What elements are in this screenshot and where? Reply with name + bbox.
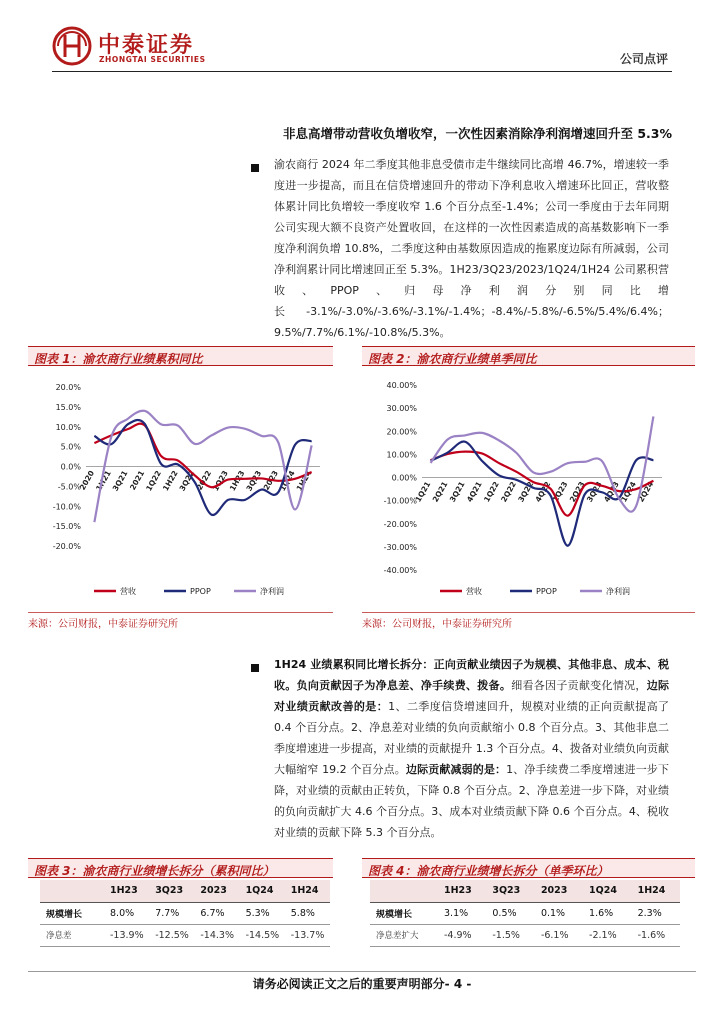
x-tick-label: 2Q23 [567,480,587,504]
document-type: 公司点评 [619,52,668,66]
figure2-source: 来源：公司财报，中泰证券研究所 [362,612,695,630]
section2-text-3: 1、净手续费二季度增速进一步下降，对业绩的贡献由正转负，下降 0.8 个百分点。2、净息差进一步下降，对业绩的负向贡献扩大 4.6 个百分点。3、成本对业绩贡献下降 0.6 个百分点。4、税收对业绩的贡献下降 5.3 个百分点。 [274,763,670,839]
x-tick-label: 2Q24 [636,480,656,504]
x-tick-label: 1Q24 [619,480,639,504]
x-tick-label: 1Q23 [550,480,570,504]
x-tick-label: 1H21 [94,469,113,493]
table-row [40,902,330,924]
legend-label: 净利润 [606,587,630,596]
section-heading: 非息高增带动营收负增收窄，一次性因素消除净利润增速回升至 5.3% [282,126,672,141]
figure1-chart [28,368,333,608]
company-logo [52,26,222,70]
table-header-cell: 3Q23 [149,880,194,902]
table-cell: -14.5% [240,924,285,946]
x-tick-label: 2022 [194,469,214,492]
x-tick-label: 2Q21 [430,480,450,504]
bullet-icon [251,664,259,672]
table-row [370,902,680,924]
table-header-cell [40,880,104,902]
footer-divider [28,971,696,972]
x-tick-label: 1H24 [294,469,314,493]
table-header-cell: 3Q23 [486,880,535,902]
table-header-cell [370,880,438,902]
table-header-cell: 1H24 [632,880,680,902]
table-cell: -2.1% [583,924,632,946]
header-divider [52,71,672,72]
y-tick-label: -5.0% [57,482,81,492]
y-tick-label: 40.00% [386,381,417,390]
y-tick-label: 0.0% [60,462,81,472]
zhongtai-logo-icon [52,26,92,66]
y-tick-label: -10.00% [383,496,417,506]
table-row [40,924,330,946]
y-tick-label: -15.0% [52,522,81,532]
y-tick-label: 0.00% [391,473,417,483]
figure1-title: 图表 1：渝农商行业绩累积同比 [28,346,333,366]
x-tick-label: 3Q21 [110,469,130,493]
x-tick-label: 3Q22 [177,469,197,493]
figure4-table [370,880,680,947]
figure2-chart [362,368,695,608]
table-row-label: 净息差 [40,924,104,946]
bullet-icon [251,164,259,172]
company-name-en: ZHONGTAI SECURITIES [99,55,206,64]
footer-disclaimer: 请务必阅读正文之后的重要声明部分- 4 - [252,977,472,991]
table-cell: 3.1% [438,902,486,924]
table-row-label: 规模增长 [40,902,104,924]
table-cell: 2.3% [632,902,680,924]
table-cell: -1.5% [486,924,535,946]
figure1-svg [28,368,333,608]
table-cell: -1.6% [632,924,680,946]
x-tick-label: 4Q23 [602,480,621,504]
figure2-title: 图表 2：渝农商行业绩单季同比 [362,346,695,366]
table-cell: 0.1% [535,902,583,924]
series-line [94,420,311,515]
legend-label: 净利润 [260,587,284,596]
y-tick-label: -20.0% [52,542,81,551]
table-cell: 5.8% [285,902,330,924]
x-tick-label: 3Q23 [244,469,264,493]
y-tick-label: -20.00% [383,519,417,529]
table-row-label: 规模增长 [370,902,438,924]
x-tick-label: 1Q22 [482,480,501,504]
y-tick-label: 20.00% [386,427,417,437]
table-cell: -12.5% [149,924,194,946]
y-tick-label: 20.0% [55,383,81,392]
x-tick-label: 3Q23 [584,480,604,504]
y-tick-label: 5.0% [60,442,81,452]
x-tick-label: 1Q23 [210,469,230,493]
legend-label: PPOP [190,587,211,596]
section2-paragraph [274,654,669,843]
table-header-cell: 1H23 [104,880,149,902]
table-header-cell: 1Q24 [583,880,632,902]
y-tick-label: -30.00% [383,542,417,552]
y-tick-label: 10.00% [386,450,417,460]
table-cell: -6.1% [535,924,583,946]
x-tick-label: 4Q21 [464,480,484,504]
x-tick-label: 2023 [261,469,280,492]
section2-bold-1: 边际对业绩贡献改善的是： [274,679,670,713]
table-row-label: 净息差扩大 [370,924,438,946]
figure1-source: 来源：公司财报，中泰证券研究所 [28,612,333,630]
x-tick-label: 1Q22 [144,469,163,493]
company-name-cn: 中泰证券 [98,33,195,58]
table-cell: 5.3% [240,902,285,924]
x-tick-label: 3Q21 [447,480,467,504]
figure3-title: 图表 3：渝农商行业绩增长拆分（累积同比） [28,858,333,878]
table-cell: -4.9% [438,924,486,946]
y-tick-label: -40.00% [383,566,417,575]
table-header-row [370,880,680,902]
y-tick-label: 15.0% [55,402,81,412]
y-tick-label: 10.0% [55,422,81,432]
table-header-cell: 1Q24 [240,880,285,902]
legend-label: PPOP [536,587,557,596]
table-header-cell: 1H24 [285,880,330,902]
table-header-cell: 2023 [194,880,239,902]
x-tick-label: 1H23 [227,469,247,493]
legend-label: 营收 [466,587,482,596]
table-cell: 1.6% [583,902,632,924]
section2-text-1: 细看各因子贡献变化情况， [511,679,647,692]
figure2-svg [362,368,695,608]
table-header-row [40,880,330,902]
figure3-table [40,880,330,947]
table-cell: -13.7% [285,924,330,946]
table-cell: 6.7% [194,902,239,924]
x-tick-label: 2020 [77,469,97,492]
x-tick-label: 2Q22 [499,480,519,504]
table-header-cell: 2023 [535,880,583,902]
x-tick-label: 3Q22 [516,480,536,504]
x-tick-label: 4Q22 [533,480,553,504]
table-cell: -13.9% [104,924,149,946]
table-header-cell: 1H23 [438,880,486,902]
legend-label: 营收 [120,587,136,596]
section2-bold-2: 边际贡献减弱的是： [405,763,507,776]
x-tick-label: 1Q21 [413,480,433,504]
y-tick-label: -10.0% [52,502,81,512]
table-cell: 0.5% [486,902,535,924]
table-row [370,924,680,946]
y-tick-label: 30.00% [386,404,417,414]
x-tick-label: 2021 [128,469,147,492]
figure4-title: 图表 4：渝农商行业绩增长拆分（单季环比） [362,858,695,878]
section1-paragraph: 渝农商行 2024 年二季度其他非息受债市走牛继续同比高增 46.7%，增速较一季度进一步提高，而且在信贷增速回升的带动下净利息收入增速环比回正，营收整体累计同比负增较一季度收窄 1.6 个百分点至-1.4%；公司一季度由于去年同期公司实现大额不良资产处置收回，在这样的一次性因素造成的高基数影响下一季度净利润负增 10.8%，二季度这种由基数原因造成的拖累度边际有所减弱，公司净利润累计同比增速回正至 5.3%。1H23/3Q23/2023/1Q24/1H24 公司累积营收、PPOP、归母净利润分别同比增长-3.1%/-3.0%/-3.6%/-3.1%/-1.4%；-8.4%/-5.8%/-6.5%/5.4%/6.4%；9.5%/7.7%/6.1%/-10.8%/5.3%。 [274,158,669,339]
table-cell: 7.7% [149,902,194,924]
x-tick-label: 1Q24 [277,469,297,493]
section2-text-2: 1、二季度信贷增速回升，规模对业绩的正向贡献提高了 0.4 个百分点。2、净息差对业绩的负向贡献缩小 0.8 个百分点。3、其他非息二季度增速进一步提高，对业绩的贡献提升 1.3 个百分点。4、拨备对业绩负向贡献大幅缩窄 19.2 个百分点。 [274,700,670,776]
table-cell: -14.3% [194,924,239,946]
x-tick-label: 1H22 [160,469,180,493]
section2-lead: 1H24 业绩累积同比增长拆分：正向贡献业绩因子为规模、其他非息、成本、税收。负向贡献因子为净息差、净手续费、拨备。 [274,658,669,692]
table-cell: 8.0% [104,902,149,924]
